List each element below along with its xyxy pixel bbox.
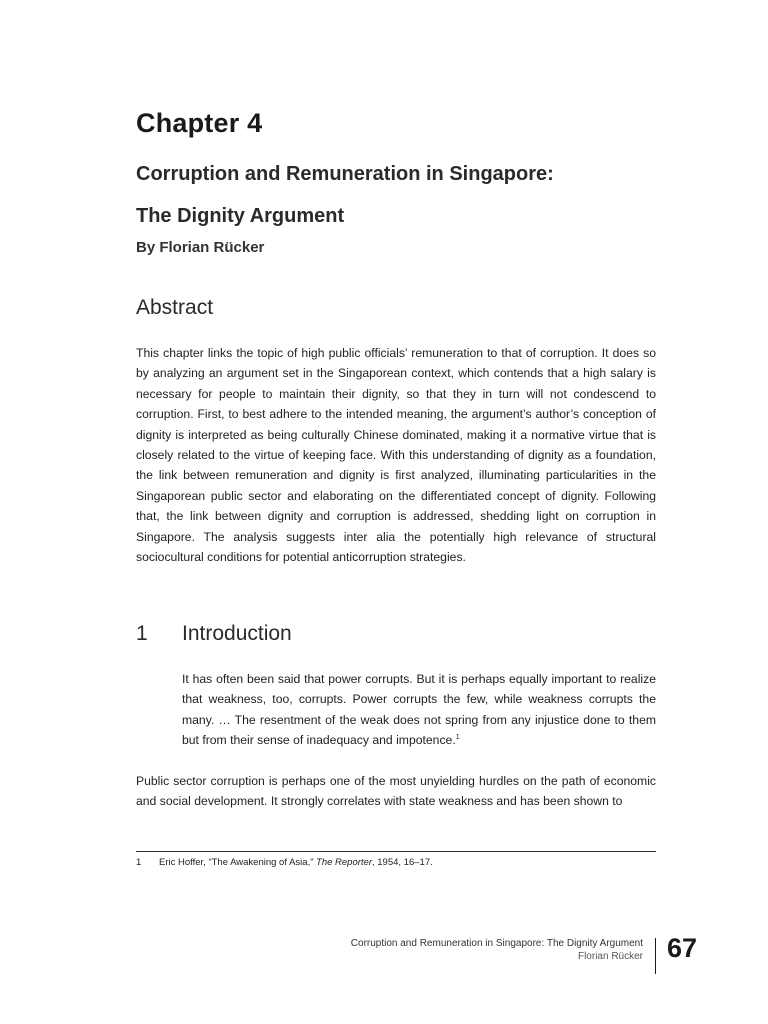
page-number: 67 <box>667 933 698 963</box>
footer-divider <box>655 938 656 974</box>
footnote-reference[interactable]: 1 <box>455 734 460 742</box>
abstract-paragraph: This chapter links the topic of high public officials’ remuneration to that of corruption. It does so by analyzing an argument set in the Singaporean context, which contends that a high salary is necessary for people to maintain their dignity, so that they in turn will not condescend to corruption. First, to best adhere to the intended meaning, the argument’s author’s conception of dignity is interpreted as being culturally Chinese dominated, making it a normative virtue that is closely related to the virtue of keeping face. With this understanding of dignity as a foundation, the link between remuneration and dignity is first analyzed, illuminating particularities in the Singaporean public sector and elaborating on the differentiated concept of dignity. Following that, the link between dignity and corruption is addressed, shedding light on corruption in Singapore. The analysis suggests inter alia the potentially high relevance of structural sociocultural conditions for potential anticorruption strategies. <box>136 346 656 565</box>
footnote-divider <box>136 851 656 852</box>
footnote-text-after: , 1954, 16–17. <box>372 857 433 868</box>
abstract-heading: Abstract <box>136 296 214 319</box>
block-quote <box>182 669 656 751</box>
quote-text: It has often been said that power corrupts. But it is perhaps equally important to realize that weakness, too, corrupts. Power corrupts the few, while weakness corrupts the many. … The resentment of the weak does not spring from any injustice done to them but from their sense of inadequacy and impotence. <box>182 672 656 748</box>
section-heading <box>136 622 656 646</box>
chapter-title <box>136 153 656 237</box>
running-footer-author: Florian Rücker <box>577 951 643 962</box>
chapter-title-line-1: Corruption and Remuneration in Singapore: <box>136 163 554 185</box>
body-paragraph: Public sector corruption is perhaps one of the most unyielding hurdles on the path of economic and social development. It strongly correlates with state weakness and has been shown to <box>136 774 656 809</box>
footnote-number: 1 <box>136 857 142 868</box>
footnote-text-before: Eric Hoffer, “The Awakening of Asia,” <box>159 857 317 868</box>
footnote-publication: The Reporter <box>316 857 372 868</box>
running-footer-title: Corruption and Remuneration in Singapore: The Dignity Argument <box>350 938 643 949</box>
section-title: Introduction <box>182 622 292 645</box>
chapter-label: Chapter 4 <box>136 108 263 138</box>
author-byline: By Florian Rücker <box>136 239 265 256</box>
section-number: 1 <box>136 622 148 645</box>
chapter-title-line-2: The Dignity Argument <box>136 205 345 227</box>
footnote <box>136 857 656 868</box>
running-footer <box>351 937 643 963</box>
